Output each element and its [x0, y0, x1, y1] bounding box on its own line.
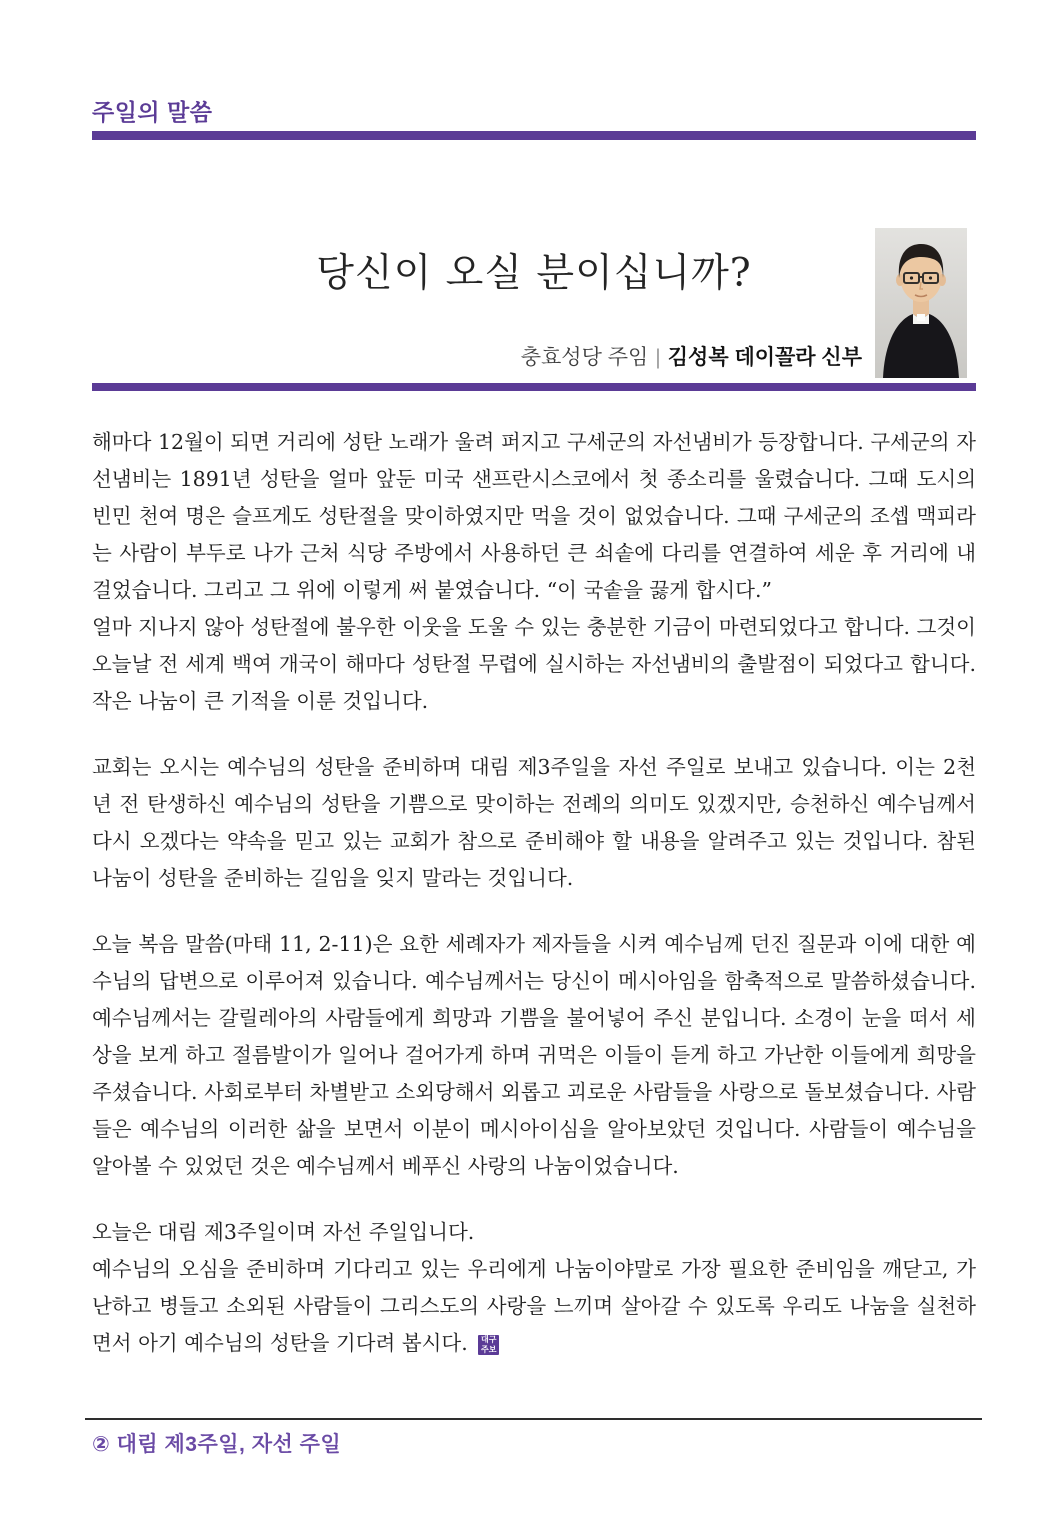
- article-body: [92, 424, 976, 1391]
- paragraph: 해마다 12월이 되면 거리에 성탄 노래가 울려 퍼지고 구세군의 자선냄비가 등장합니다. 구세군의 자선냄비는 1891년 성탄을 얼마 앞둔 미국 샌프란시스코에서 첫 종소리를 울렸습니다. 그때 도시의 빈민 천여 명은 슬프게도 성탄절을 맞이하였지만 먹을 것이 없었습니다. 그때 구세군의 조셉 맥피라는 사람이 부두로 나가 근처 식당 주방에서 사용하던 큰 쇠솥에 다리를 연결하여 세운 후 거리에 내걸었습니다. 그리고 그 위에 이렇게 써 붙였습니다. “이 국솥을 끓게 합시다.” 얼마 지나지 않아 성탄절에 불우한 이웃을 도울 수 있는 충분한 기금이 마련되었다고 합니다. 그것이 오늘날 전 세계 백여 개국이 해마다 성탄절 무렵에 실시하는 자선냄비의 출발점이 되었다고 합니다. 작은 나눔이 큰 기적을 이룬 것입니다.: [92, 430, 976, 713]
- header-rule: [92, 131, 976, 140]
- article-title: 당신이 오실 분이십니까?: [316, 251, 752, 297]
- byline: [92, 341, 862, 371]
- author-photo: [875, 228, 967, 378]
- end-seal-daegu-jubo: 대구 주보: [478, 1335, 499, 1355]
- byline-author: 김성복 데이꼴라 신부: [667, 346, 862, 369]
- title-rule: [92, 383, 976, 391]
- paragraph: 오늘은 대림 제3주일이며 자선 주일입니다. 예수님의 오심을 준비하며 기다리고 있는 우리에게 나눔이야말로 가장 필요한 준비임을 깨닫고, 가난하고 병들고 소외된 사람들이 그리스도의 사랑을 느끼며 살아갈 수 있도록 우리도 나눔을 실천하면서 아기 예수님의 성탄을 기다려 봅시다. 대구 주보: [92, 1220, 976, 1355]
- byline-separator: |: [655, 346, 661, 369]
- footer-page-label: ② 대림 제3주일, 자선 주일: [92, 1433, 342, 1456]
- byline-affiliation: 충효성당 주임: [520, 346, 649, 369]
- footer-rule: [85, 1418, 982, 1420]
- paragraph: 오늘 복음 말씀(마태 11, 2-11)은 요한 세례자가 제자들을 시켜 예수님께 던진 질문과 이에 대한 예수님의 답변으로 이루어져 있습니다. 예수님께서는 당신이 메시아임을 함축적으로 말씀하셨습니다. 예수님께서는 갈릴레아의 사람들에게 희망과 기쁨을 불어넣어 주신 분입니다. 소경이 눈을 떠서 세상을 보게 하고 절름발이가 일어나 걸어가게 하며 귀먹은 이들이 듣게 하고 가난한 이들에게 희망을 주셨습니다. 사회로부터 차별받고 소외당해서 외롭고 괴로운 사람들을 사랑으로 돌보셨습니다. 사람들은 예수님의 이러한 삶을 보면서 이분이 메시아이심을 알아보았던 것입니다. 사람들이 예수님을 알아볼 수 있었던 것은 예수님께서 베푸신 사랑의 나눔이었습니다.: [92, 932, 976, 1178]
- paragraph: 교회는 오시는 예수님의 성탄을 준비하며 대림 제3주일을 자선 주일로 보내고 있습니다. 이는 2천 년 전 탄생하신 예수님의 성탄을 기쁨으로 맞이하는 전례의 의미도 있겠지만, 승천하신 예수님께서 다시 오겠다는 약속을 믿고 있는 교회가 참으로 준비해야 할 내용을 알려주고 있는 것입니다. 참된 나눔이 성탄을 준비하는 길임을 잊지 말라는 것입니다.: [92, 755, 976, 890]
- section-label: 주일의 말씀: [92, 99, 213, 125]
